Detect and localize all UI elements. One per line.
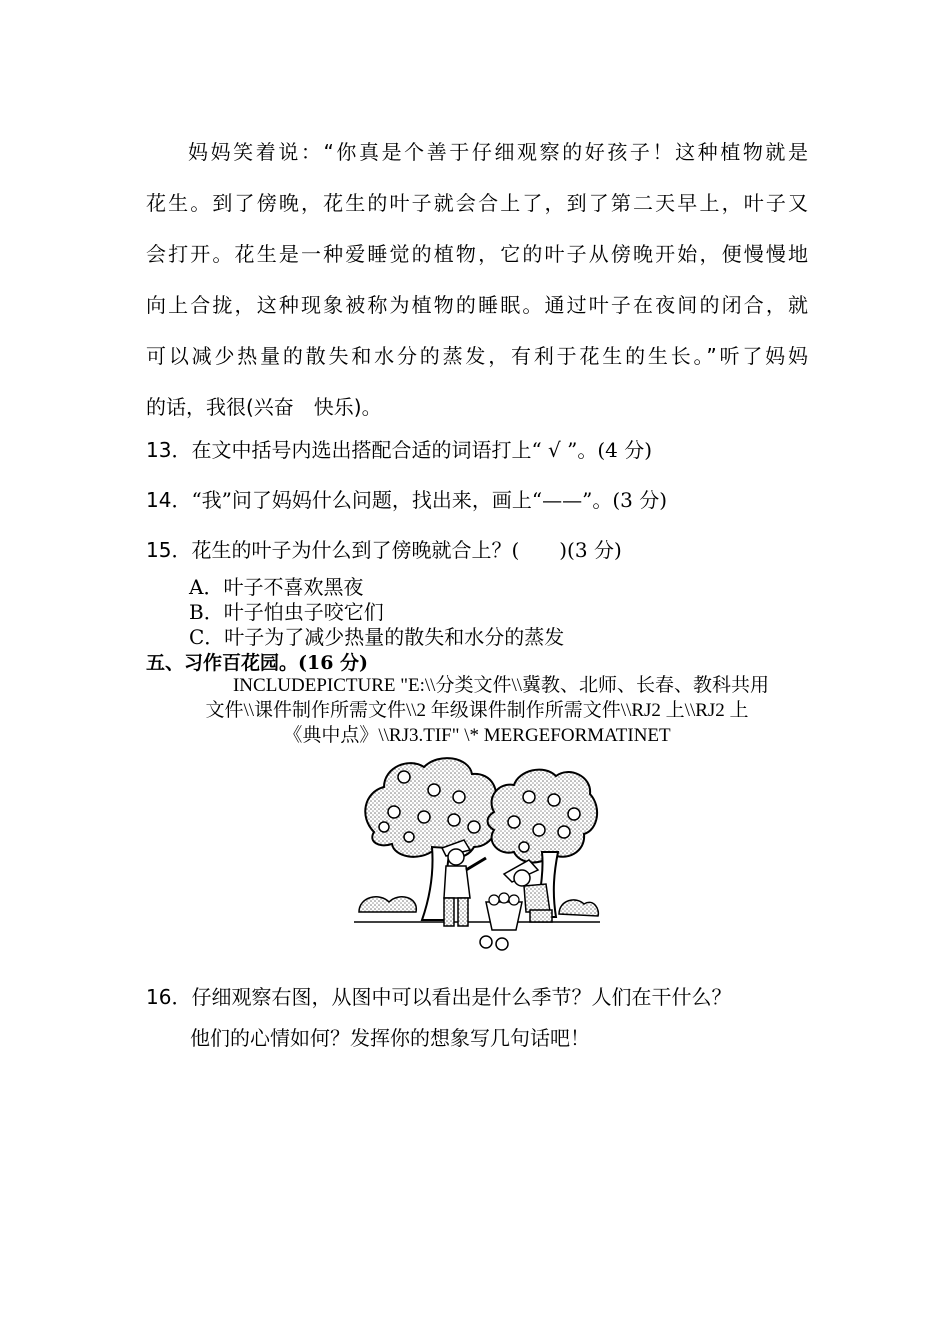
- option-b: B．叶子怕虫子咬它们: [189, 600, 384, 624]
- apple-picking-illustration: [354, 752, 600, 954]
- question-number: 16: [146, 985, 172, 1009]
- option-c: C．叶子为了减少热量的散失和水分的蒸发: [189, 625, 565, 649]
- question-13: [146, 434, 652, 463]
- question-text-continued: 他们的心情如何？发挥你的想象写几句话吧！: [190, 1026, 590, 1050]
- section-heading: 五、习作百花园。(16 分): [146, 652, 369, 674]
- question-text: ．花生的叶子为什么到了傍晚就合上？( )(3 分): [171, 538, 622, 562]
- passage-line: 可以减少热量的散失和水分的蒸发，有利于花生的生长。”听了妈妈: [146, 344, 808, 368]
- field-code: [146, 673, 808, 748]
- question-14: [146, 484, 667, 513]
- question-text: ．“我”问了妈妈什么问题，找出来，画上“——”。(3 分): [171, 488, 668, 512]
- question-text: ．在文中括号内选出搭配合适的词语打上“ √ ”。(4 分): [171, 438, 653, 462]
- field-code-line: 《典中点》\\RJ3.TIF" \* MERGEFORMATINET: [283, 725, 671, 746]
- question-number: 13: [146, 438, 172, 462]
- field-code-line: 文件\\课件制作所需文件\\2 年级课件制作所需文件\\RJ2 上\\RJ2 上: [205, 700, 749, 721]
- reading-passage: [146, 127, 808, 433]
- question-number: 15: [146, 538, 172, 562]
- question-text: ．仔细观察右图，从图中可以看出是什么季节？人们在干什么？: [171, 985, 732, 1009]
- passage-line: 的话，我很(兴奋 快乐)。: [146, 395, 382, 419]
- passage-line: 花生。到了傍晚，花生的叶子就会合上了，到了第二天早上，叶子又: [146, 191, 808, 215]
- question-15: [146, 534, 622, 563]
- option-a: A．叶子不喜欢黑夜: [189, 575, 364, 599]
- passage-line: 向上合拢，这种现象被称为植物的睡眠。通过叶子在夜间的闭合，就: [146, 293, 808, 317]
- question-number: 14: [146, 488, 172, 512]
- passage-line: 妈妈笑着说：“你真是个善于仔细观察的好孩子！这种植物就是: [188, 140, 808, 164]
- field-code-line: INCLUDEPICTURE "E:\\分类文件\\冀教、北师、长春、教科共用: [232, 675, 770, 696]
- passage-line: 会打开。花生是一种爱睡觉的植物，它的叶子从傍晚开始，便慢慢地: [146, 242, 808, 266]
- question-16: [146, 977, 826, 1059]
